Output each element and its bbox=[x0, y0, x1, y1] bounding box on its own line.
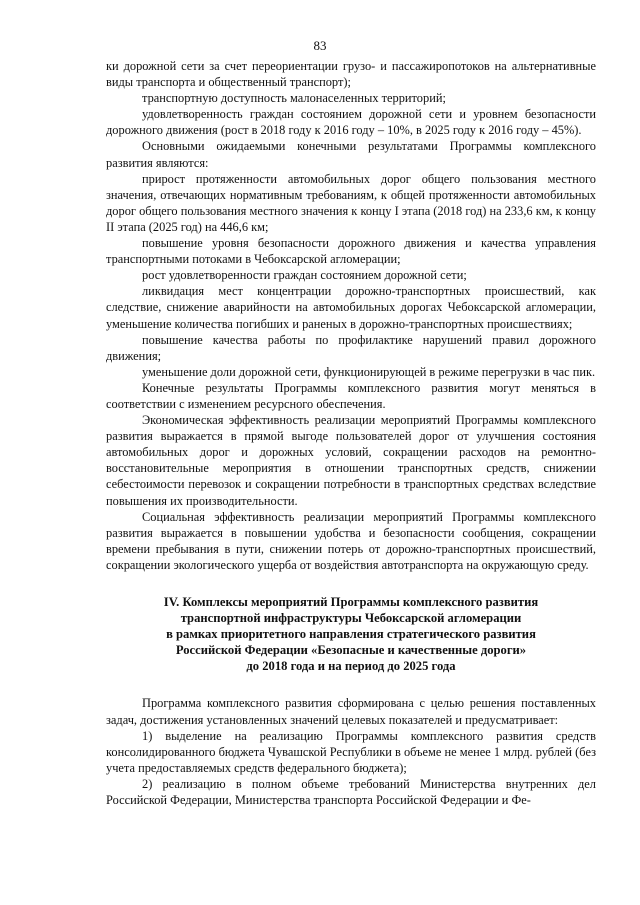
paragraph-road-length-growth: прирост протяженности автомобильных дорог общего пользования местного значения, отвечающих нормативным требованиям, к общей протяженности автомобильных дорог общего пользования местного значения к концу I этапа (2018 год) на 233,6 км, к концу II этапа (2025 год) на 446,6 км; bbox=[106, 171, 596, 234]
paragraph-citizen-satisfaction: удовлетворенность граждан состоянием дорожной сети и уровнем безопасности дорожного движения (рост в 2018 году к 2016 году – 10%, в 2025 году к 2016 году – 45%). bbox=[106, 107, 596, 138]
section-heading bbox=[106, 594, 596, 674]
paragraph-social-efficiency: Социальная эффективность реализации мероприятий Программы комплексного развития выражается в повышении удобства и безопасности сообщения, сокращении времени пребывания в пути, снижении потерь от дорожно-транспортных происшествий, сокращении экологического ущерба от воздействия автотранспорта на окружающую среду. bbox=[106, 509, 596, 572]
paragraph-traffic-safety: повышение уровня безопасности дорожного движения и качества управления транспортными потоками в Чебоксарской агломерации; bbox=[106, 236, 596, 267]
document-body bbox=[106, 58, 596, 808]
section-heading-line: IV. Комплексы мероприятий Программы комплексного развития bbox=[163, 595, 539, 609]
paragraph-item-2-requirements: 2) реализацию в полном объеме требований Министерства внутренних дел Российской Федерации, Министерства транспорта Российской Федерации и Фе- bbox=[106, 776, 596, 808]
page-number: 83 bbox=[313, 38, 327, 53]
section-heading-line: в рамках приоритетного направления стратегического развития bbox=[166, 627, 536, 642]
section-heading-line: до 2018 года и на период до 2025 года bbox=[246, 659, 456, 674]
section-heading-line: транспортной инфраструктуры Чебоксарской агломерации bbox=[180, 611, 522, 626]
paragraph-item-1-budget: 1) выделение на реализацию Программы комплексного развития средств консолидированного бюджета Чувашской Республики в объеме не менее 1 млрд. рублей (без учета предоставляемых средств федерального бюджета); bbox=[106, 728, 596, 775]
paragraph-congestion-reduction: уменьшение доли дорожной сети, функционирующей в режиме перегрузки в час пик. bbox=[142, 364, 596, 379]
paragraph-accident-elimination: ликвидация мест концентрации дорожно-транспортных происшествий, как следствие, снижение аварийности на автомобильных дорогах Чебоксарской агломерации, уменьшение количества погибших и раненых в дорожно-транспортных происшествиях; bbox=[106, 284, 596, 331]
paragraph-economic-efficiency: Экономическая эффективность реализации мероприятий Программы комплексного развития выражается в прямой выгоде пользователей дорог от улучшения состояния автомобильных дорог и дорожных условий, сокращении расходов на ремонтно-восстановительные мероприятия в отношении транспортных средств, снижении себестоимости перевозок и сокращении потребности в транспортных средствах вследствие повышения их производительности. bbox=[106, 413, 596, 508]
paragraph-results-change: Конечные результаты Программы комплексного развития могут меняться в соответствии с изменением ресурсного обеспечения. bbox=[106, 380, 596, 411]
paragraph-program-formed: Программа комплексного развития сформирована с целью решения поставленных задач, достижения установленных значений целевых показателей и предусматривает: bbox=[106, 696, 596, 727]
paragraph-continuation: ки дорожной сети за счет переориентации грузо- и пассажиропотоков на альтернативные виды транспорта и общественный транспорт); bbox=[106, 59, 596, 90]
paragraph-transport-accessibility: транспортную доступность малонаселенных территорий; bbox=[142, 91, 446, 106]
paragraph-satisfaction-growth: рост удовлетворенности граждан состоянием дорожной сети; bbox=[142, 268, 467, 283]
paragraph-expected-results-intro: Основными ожидаемыми конечными результатами Программы комплексного развития являются: bbox=[106, 139, 596, 170]
section-heading-line: Российской Федерации «Безопасные и качественные дороги» bbox=[175, 643, 527, 658]
paragraph-prevention-quality: повышение качества работы по профилактике нарушений правил дорожного движения; bbox=[106, 332, 596, 363]
